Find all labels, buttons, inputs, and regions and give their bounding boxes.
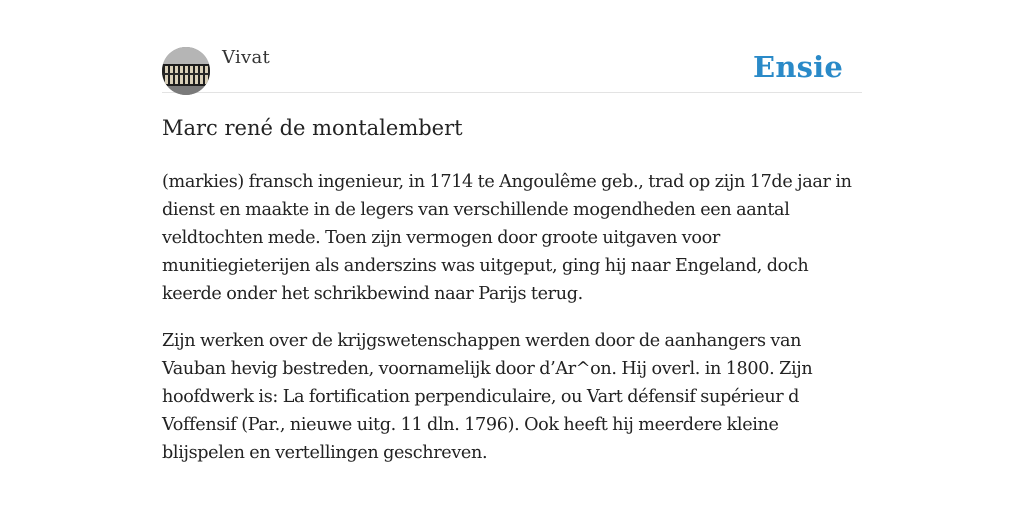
source-name[interactable]: Vivat (222, 47, 271, 68)
paragraph: Zijn werken over de krijgswetenschappen werden door de aanhangers van Vauban hevig bestreden, voornamelijk door d’Ar^on. Hij overl. in 1800. Zijn hoofdwerk is: La fortification perpendiculaire, ou Vart défensif supérieur d Voffensif (Par., nieuwe uitg. 11 dln. 1796). Ook heeft hij meerdere kleine blijspelen en vertellingen geschreven. (162, 331, 813, 463)
header (162, 46, 862, 93)
article-body (162, 168, 862, 486)
page-title: Marc rené de montalembert (162, 116, 463, 140)
book-spines-icon (162, 47, 210, 95)
paragraph: (markies) fransch ingenieur, in 1714 te Angoulême geb., trad op zijn 17de jaar in dienst en maakte in de legers van verschillende mogendheden een aantal veldtochten mede. Toen zijn vermogen door groote uitgaven voor munitiegieterijen als anderszins was uitgeput, ging hij naar Engeland, doch keerde onder het schrikbewind naar Parijs terug. (162, 172, 852, 304)
brand-logo[interactable]: Ensie (753, 50, 843, 84)
source-avatar[interactable] (162, 47, 210, 95)
